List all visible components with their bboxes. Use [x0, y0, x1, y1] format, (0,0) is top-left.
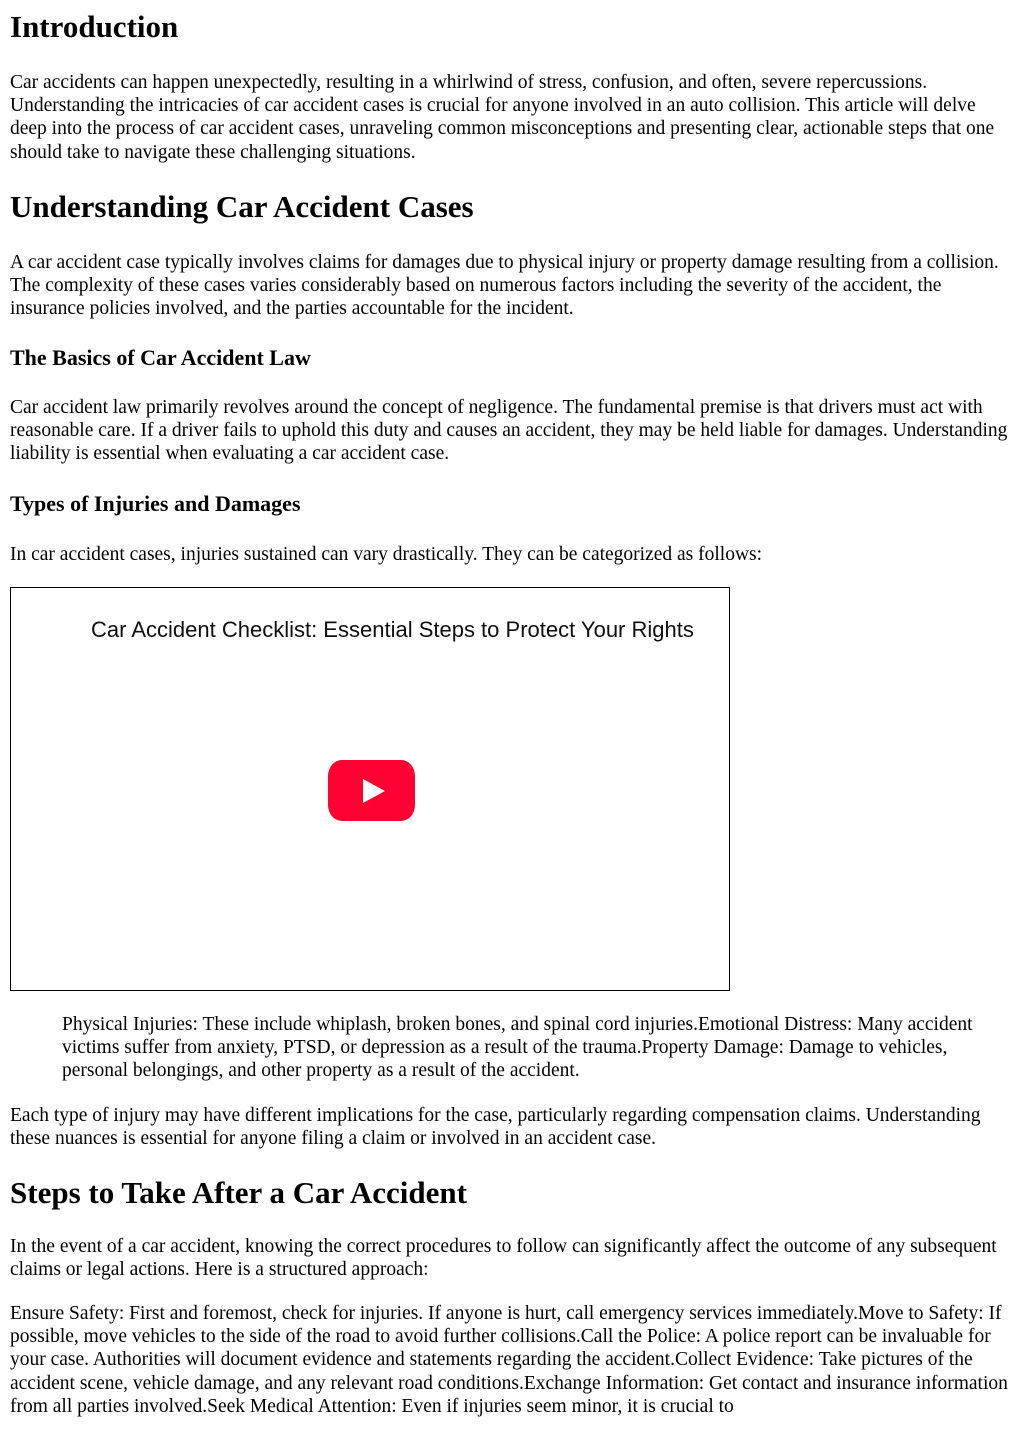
heading-understanding: Understanding Car Accident Cases: [10, 189, 474, 224]
understanding-paragraph: A car accident case typically involves claims for damages due to physical injury or property damage resulting from a collision. The complexity of these cases varies considerably based on numerous factors including the severity of the accident, the insurance policies involved, and the parties accountable for the incident.: [10, 252, 999, 320]
video-title[interactable]: Car Accident Checklist: Essential Steps to Protect Your Rights: [91, 617, 694, 642]
steps-intro: In the event of a car accident, knowing the correct procedures to follow can significantly affect the outcome of any subsequent claims or legal actions. Here is a structured approach:: [10, 1236, 997, 1281]
heading-injuries: Types of Injuries and Damages: [10, 491, 301, 516]
heading-steps: Steps to Take After a Car Accident: [10, 1175, 467, 1210]
basics-paragraph: Car accident law primarily revolves around the concept of negligence. The fundamental premise is that drivers must act with reasonable care. If a driver fails to uphold this duty and causes an accident, they may be held liable for damages. Understanding liability is essential when evaluating a car accident case.: [10, 397, 1008, 465]
youtube-video-embed[interactable]: [10, 587, 730, 991]
play-button[interactable]: [328, 760, 415, 821]
injuries-followup: Each type of injury may have different implications for the case, particularly regarding compensation claims. Understanding these nuances is essential for anyone filing a claim or involved in an accident case.: [10, 1105, 981, 1150]
heading-basics: The Basics of Car Accident Law: [10, 345, 311, 370]
play-icon: [363, 779, 385, 803]
steps-list: Ensure Safety: First and foremost, check for injuries. If anyone is hurt, call emergency services immediately.Move to Safety: If possible, move vehicles to the side of the road to avoid further collisions.Call the Police: A police report can be invaluable for your case. Authorities will document evidence and statements regarding the accident.Collect Evidence: Take pictures of the accident scene, vehicle damage, and any relevant road conditions.Exchange Information: Get contact and insurance information from all parties involved.Seek Medical Attention: Even if injuries seem minor, it is crucial to: [10, 1303, 1008, 1417]
heading-introduction: Introduction: [10, 9, 179, 44]
injuries-intro: In car accident cases, injuries sustained can vary drastically. They can be categorized as follows:: [10, 544, 763, 565]
injuries-list: Physical Injuries: These include whiplash, broken bones, and spinal cord injuries.Emotional Distress: Many accident victims suffer from anxiety, PTSD, or depression as a result of the trauma.Property Damage: Damage to vehicles, personal belongings, and other property as a result of the accident.: [62, 1014, 973, 1082]
intro-paragraph: Car accidents can happen unexpectedly, resulting in a whirlwind of stress, confusion, and often, severe repercussions. Understanding the intricacies of car accident cases is crucial for anyone involved in an auto collision. This article will delve deep into the process of car accident cases, unraveling common misconceptions and presenting clear, actionable steps that one should take to navigate these challenging situations.: [10, 72, 995, 163]
